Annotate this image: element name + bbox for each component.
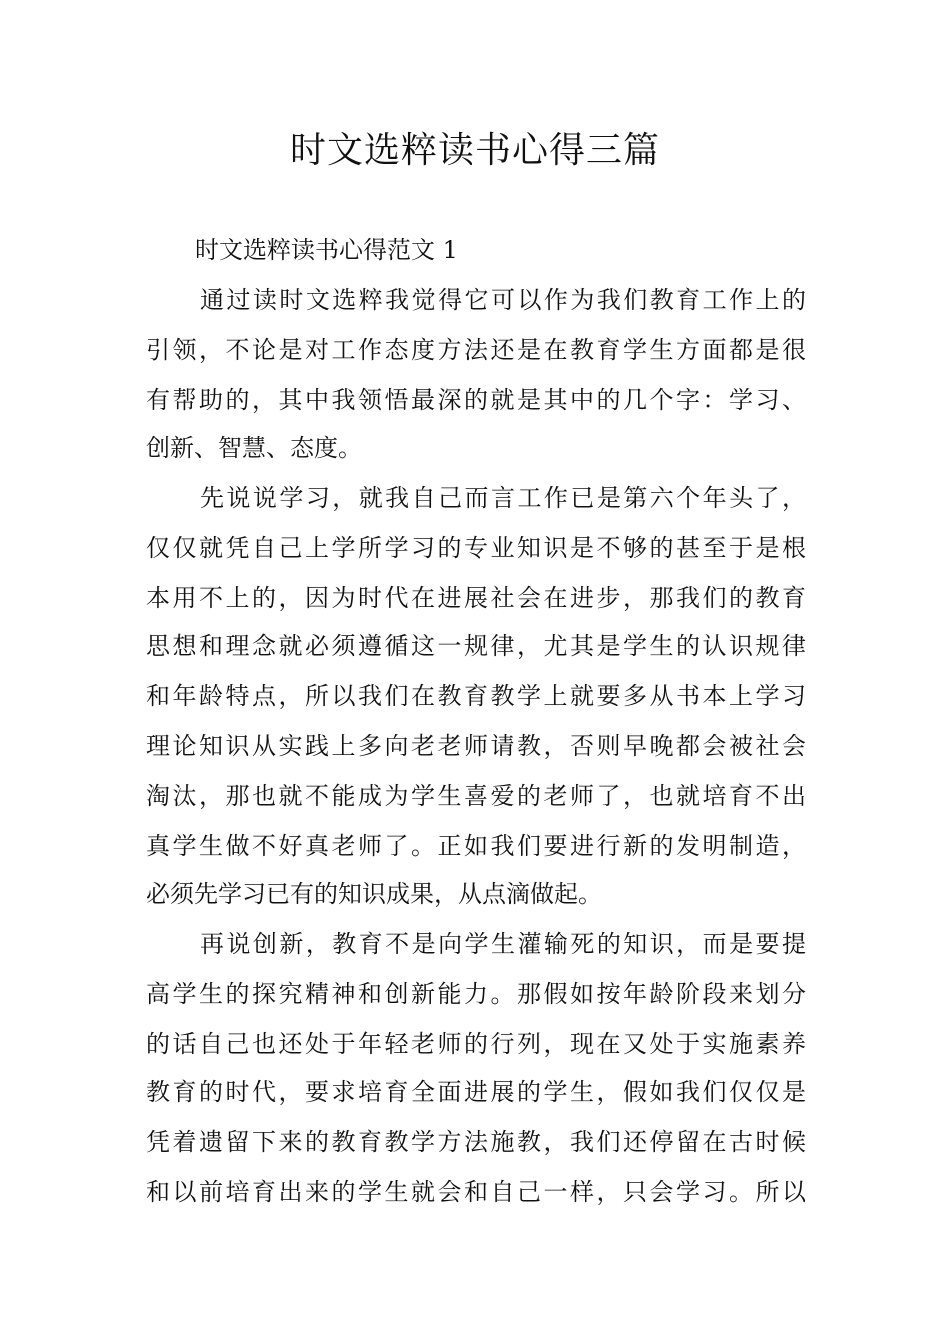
- paragraph-line: 淘汰，那也就不能成为学生喜爱的老师了，也就培育不出: [146, 782, 806, 810]
- paragraph-line: 和年龄特点，所以我们在教育教学上就要多从书本上学习: [146, 682, 806, 710]
- paragraph-line: 先说说学习，就我自己而言工作已是第六个年头了，: [200, 484, 806, 512]
- paragraph-line: 和以前培育出来的学生就会和自己一样，只会学习。所以: [146, 1178, 806, 1206]
- paragraph-line: 再说创新，教育不是向学生灌输死的知识，而是要提: [200, 930, 806, 958]
- paragraph-line: 创新、智慧、态度。: [146, 434, 362, 462]
- paragraph-line: 本用不上的，因为时代在进展社会在进步，那我们的教育: [146, 584, 806, 612]
- paragraph-line: 凭着遗留下来的教育教学方法施教，我们还停留在古时候: [146, 1128, 806, 1156]
- paragraph-line: 通过读时文选粹我觉得它可以作为我们教育工作上的: [200, 286, 806, 314]
- document-title: 时文选粹读书心得三篇: [289, 130, 660, 171]
- paragraph-line: 引领，不论是对工作态度方法还是在教育学生方面都是很: [146, 336, 806, 364]
- paragraph-line: 必须先学习已有的知识成果，从点滴做起。: [146, 880, 602, 908]
- document-subtitle: 时文选粹读书心得范文 1: [195, 236, 458, 264]
- paragraph-line: 教育的时代，要求培育全面进展的学生，假如我们仅仅是: [146, 1078, 806, 1106]
- paragraph-line: 有帮助的，其中我领悟最深的就是其中的几个字：学习、: [146, 386, 806, 414]
- paragraph-line: 高学生的探究精神和创新能力。那假如按年龄阶段来划分: [146, 980, 806, 1008]
- paragraph-line: 仅仅就凭自己上学所学习的专业知识是不够的甚至于是根: [146, 534, 806, 562]
- paragraph-line: 的话自己也还处于年轻老师的行列，现在又处于实施素养: [146, 1030, 806, 1058]
- paragraph-line: 思想和理念就必须遵循这一规律，尤其是学生的认识规律: [146, 632, 806, 660]
- paragraph-line: 真学生做不好真老师了。正如我们要进行新的发明制造，: [146, 832, 806, 860]
- paragraph-line: 理论知识从实践上多向老老师请教，否则早晚都会被社会: [146, 732, 806, 760]
